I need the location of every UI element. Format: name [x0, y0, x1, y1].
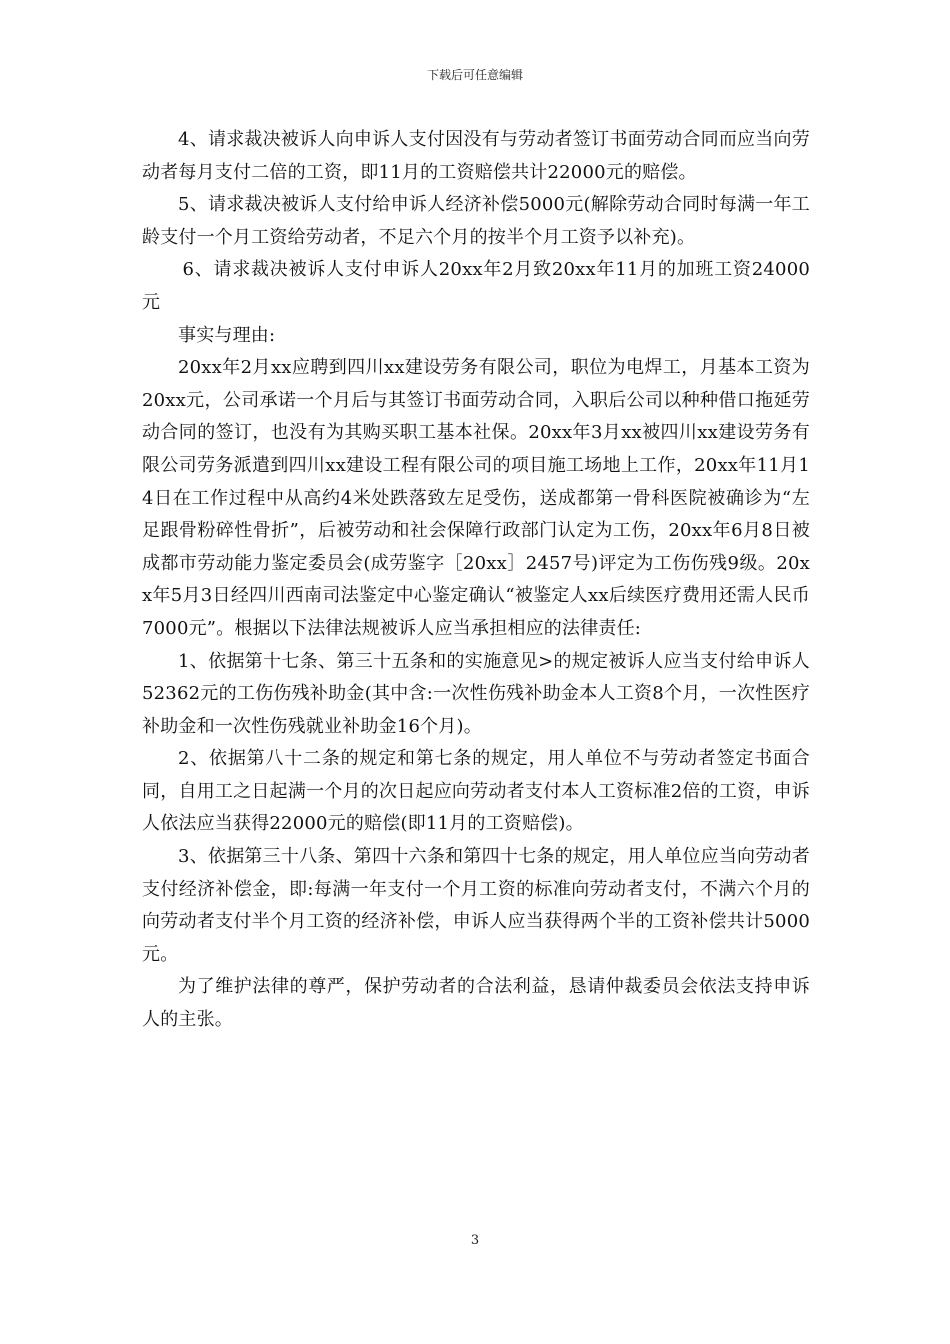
- request-item-6: 6、请求裁决被诉人支付申诉人20xx年2月致20xx年11月的加班工资24000元: [142, 259, 810, 313]
- legal-basis-1: 1、依据第十七条、第三十五条和的实施意见>的规定被诉人应当支付给申诉人52362元的工伤伤残补助金(其中含:一次性伤残补助金本人工资8个月，一次性医疗补助金和一次性伤残就业补助金16个月)。: [142, 650, 810, 737]
- facts-paragraph: 20xx年2月xx应聘到四川xx建设劳务有限公司，职位为电焊工，月基本工资为20xx元，公司承诺一个月后与其签订书面劳动合同，入职后公司以种种借口拖延劳动合同的签订，也没有为其购买职工基本社保。20xx年3月xx被四川xx建设劳务有限公司劳务派遣到四川xx建设工程有限公司的项目施工场地上工作，20xx年11月14日在工作过程中从高约4米处跌落致左足受伤，送成都第一骨科医院被确诊为“左足跟骨粉碎性骨折”，后被劳动和社会保障行政部门认定为工伤，20xx年6月8日被成都市劳动能力鉴定委员会(成劳鉴字［20xx］2457号)评定为工伤伤残9级。20xx年5月3日经四川西南司法鉴定中心鉴定确认“被鉴定人xx后续医疗费用还需人民币7000元”。根据以下法律法规被诉人应当承担相应的法律责任:: [142, 357, 810, 639]
- closing-paragraph: 为了维护法律的尊严，保护劳动者的合法利益，恳请仲裁委员会依法支持申诉人的主张。: [142, 976, 810, 1031]
- request-item-5: 5、请求裁决被诉人支付给申诉人经济补偿5000元(解除劳动合同时每满一年工龄支付一个月工资给劳动者，不足六个月的按半个月工资予以补充)。: [142, 194, 810, 248]
- page-number: 3: [470, 1233, 480, 1248]
- page-header: 下载后可任意编辑: [426, 68, 523, 82]
- legal-basis-3: 3、依据第三十八条、第四十六条和第四十七条的规定，用人单位应当向劳动者支付经济补偿金，即:每满一年支付一个月工资的标准向劳动者支付，不满六个月的向劳动者支付半个月工资的经济补偿，申诉人应当获得两个半的工资补偿共计5000元。: [142, 846, 810, 965]
- facts-heading: 事实与理由:: [178, 324, 276, 346]
- document-body: [142, 124, 810, 1037]
- legal-basis-2: 2、依据第八十二条的规定和第七条的规定，用人单位不与劳动者签定书面合同，自用工之日起满一个月的次日起应向劳动者支付本人工资标准2倍的工资，申诉人依法应当获得22000元的赔偿(即11月的工资赔偿)。: [142, 748, 810, 835]
- request-item-4: 4、请求裁决被诉人向申诉人支付因没有与劳动者签订书面劳动合同而应当向劳动者每月支付二倍的工资，即11月的工资赔偿共计22000元的赔偿。: [142, 129, 810, 183]
